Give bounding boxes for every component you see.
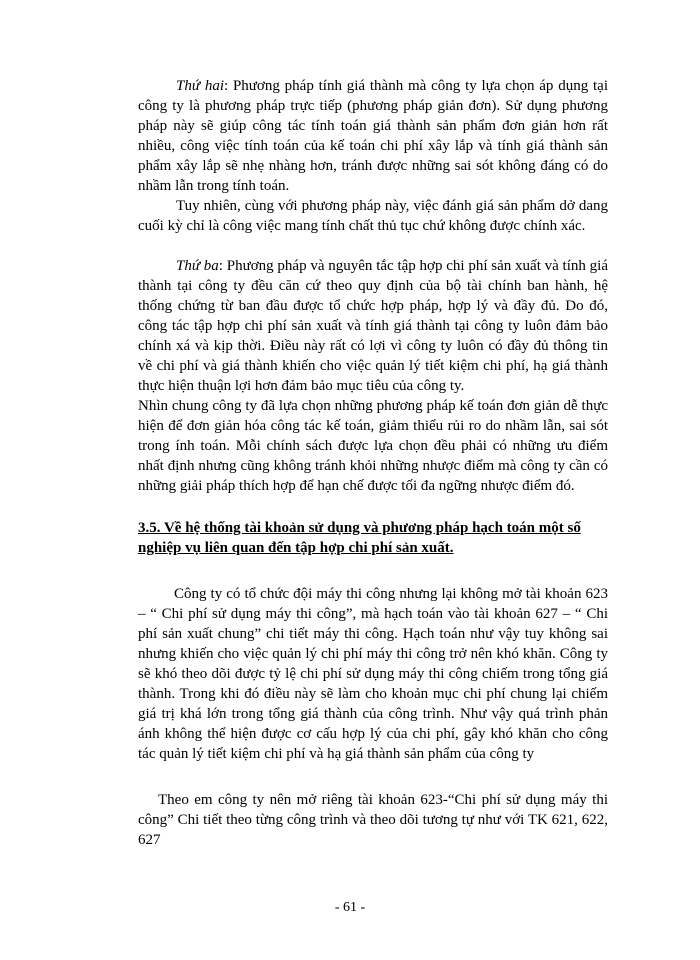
paragraph-doi-may-thi-cong: Công ty có tổ chức đội máy thi công nhưng lại không mở tài khoản 623 – “ Chi phí sử dụng máy thi công”, mà hạch toán vào tài khoản 627 – “ Chi phí sản xuất chung” chi tiết máy thi công. Hạch toán như vậy tuy không sai nhưng khiến cho việc quản lý chi phí máy thi công trở nên khó khăn. Công ty sẽ khó theo dõi được tỷ lệ chi phí sử dụng máy thi công chiếm trong tổng giá thành. Trong khi đó điều này sẽ làm cho khoản mục chi phí chung lại chiếm giá trị khá lớn trong tổng giá thành của công trình. Như vậy quá trình phản ánh không thể hiện được cơ cấu hợp lý của chi phí, gây khó khăn cho công tác quản lý tiết kiệm chi phí và hạ giá thành sản phẩm của công ty — [138, 586, 608, 762]
paragraph-text: : Phương pháp tính giá thành mà công ty lựa chọn áp dụng tại công ty là phương pháp trực tiếp (phương pháp giản đơn). Sử dụng phương pháp này sẽ giúp công tác tính toán giá thành sản phẩm đơn giản hơn rất nhiều, công việc tính toán của kế toán chi phí xây lắp và tính giá thành sản phẩm xây lắp sẽ nhẹ nhàng hơn, tránh được những sai sót không đáng có do nhầm lẫn trong tính toán. — [138, 78, 608, 194]
paragraph-text: : Phương pháp và nguyên tắc tập hợp chi phí sản xuất và tính giá thành tại công ty đều căn cứ theo quy định của bộ tài chính ban hành, hệ thống chứng từ ban đầu được tổ chức hợp pháp, hợp lý và đầy đủ. Do đó, công tác tập hợp chi phí sản xuất và tính giá thành tại công ty luôn đảm bảo chính xá và kịp thời. Điều này rất có lợi vì công ty luôn có đầy đủ thông tin về chi phí và giá thành khiến cho việc quản lý tiết kiệm chi phí, hạ giá thành thực hiện thuận lợi hơn đảm bảo mục tiêu của công ty. — [138, 258, 608, 394]
document-body — [138, 76, 608, 850]
paragraph-lead: Thứ ba — [176, 258, 219, 274]
paragraph-tuy-nhien: Tuy nhiên, cùng với phương pháp này, việc đánh giá sản phẩm dở dang cuối kỳ chỉ là công việc mang tính chất thủ tục chứ không được chính xác. — [138, 198, 608, 234]
paragraph-theo-em: Theo em công ty nên mở riêng tài khoản 623-“Chi phí sử dụng máy thi công” Chi tiết theo từng công trình và theo dõi tương tự như với TK 621, 622, 627 — [138, 792, 608, 848]
paragraph-thu-hai — [138, 76, 608, 196]
page-number: - 61 - — [334, 900, 366, 915]
paragraph-thu-ba — [138, 256, 608, 396]
paragraph-nhin-chung: Nhìn chung công ty đã lựa chọn những phương pháp kế toán đơn giản dễ thực hiện để đơn giản hóa công tác kế toán, giảm thiểu rủi ro do nhầm lẫn, sai sót trong ính toán. Mỗi chính sách được lựa chọn đều phải có những ưu điểm nhất định nhưng cũng không tránh khỏi những nhược điểm mà công ty cần có những giải pháp thích hợp để hạn chế được tối đa ngững nhược điểm đó. — [138, 398, 608, 494]
paragraph-lead: Thứ hai — [176, 78, 224, 94]
section-heading: 3.5. Về hệ thống tài khoản sử dụng và phương pháp hạch toán một số nghiệp vụ liên quan đến tập hợp chi phí sản xuất. — [138, 520, 581, 556]
